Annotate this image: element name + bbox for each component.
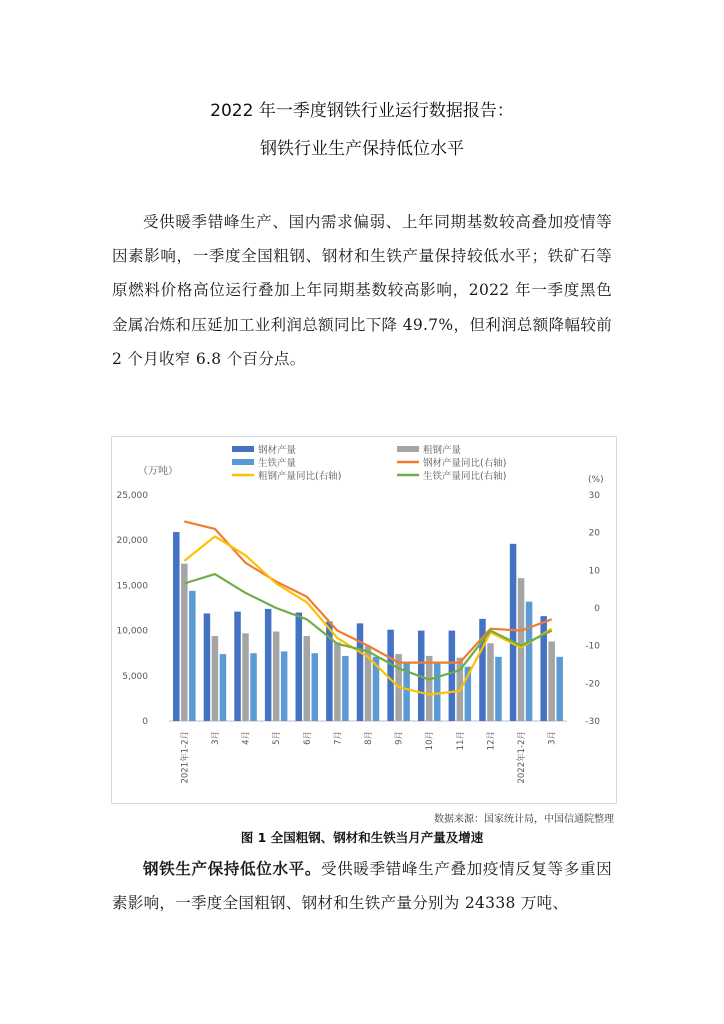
bar-1-10: [487, 643, 494, 721]
legend-label-5: 生铁产量同比(右轴): [423, 471, 507, 482]
y-axis-right-unit: (%): [588, 475, 604, 485]
bar-1-0: [181, 564, 188, 721]
report-title: 2022 年一季度钢铁行业运行数据报告：: [210, 101, 514, 121]
bar-0-2: [234, 612, 241, 721]
bar-0-0: [173, 532, 180, 721]
bar-0-7: [387, 630, 394, 721]
legend-swatch-1: [397, 446, 419, 452]
y-left-tick-label: 0: [142, 717, 148, 727]
data-source-note: 数据来源：国家统计局，中国信通院整理: [434, 814, 614, 825]
legend-label-0: 钢材产量: [258, 445, 297, 456]
bar-2-0: [189, 591, 196, 721]
production-chart: [111, 436, 617, 804]
y-right-tick-label: -10: [585, 641, 600, 652]
bar-2-8: [434, 663, 441, 721]
x-tick-label: 3月: [210, 731, 221, 745]
x-tick-label: 6月: [302, 731, 313, 745]
x-tick-label: 4月: [241, 731, 252, 745]
bar-1-1: [212, 636, 219, 721]
bar-0-4: [296, 613, 303, 721]
y-right-tick-label: 10: [588, 566, 600, 577]
paragraph-text: 受供暖季错峰生产叠加疫情反复等多重因素影响，一季度全国粗钢、钢材和生铁产量分别为 24338 万吨、: [112, 860, 612, 913]
x-tick-label: 11月: [455, 731, 466, 751]
x-tick-label: 12月: [486, 731, 497, 751]
bar-0-6: [357, 623, 364, 721]
body-paragraph: [112, 852, 612, 920]
y-right-tick-label: -30: [585, 717, 600, 727]
chart-svg: [112, 437, 616, 803]
legend-label-1: 粗钢产量: [423, 445, 462, 456]
x-tick-label: 10月: [425, 731, 436, 751]
y-left-tick-label: 10,000: [116, 626, 148, 637]
bar-0-1: [204, 613, 211, 721]
y-right-tick-label: 0: [594, 604, 600, 614]
intro-paragraph: 受供暖季错峰生产、国内需求偏弱、上年同期基数较高叠加疫情等因素影响，一季度全国粗钢、钢材和生铁产量保持较低水平；铁矿石等原燃料价格高位运行叠加上年同期基数较高影响，2022 年一季度黑色金属冶炼和压延加工业利润总额同比下降 49.7%，但利润总额降幅较前 2 个月收窄 6.8 个百分点。: [112, 213, 612, 368]
x-tick-label: 2022年1-2月: [517, 731, 528, 784]
bar-1-12: [548, 641, 555, 721]
legend-label-3: 钢材产量同比(右轴): [423, 458, 507, 469]
y-right-tick-label: 20: [588, 528, 600, 539]
bar-0-3: [265, 609, 272, 721]
bar-2-1: [220, 654, 227, 721]
figure-caption: 图 1 全国粗钢、钢材和生铁当月产量及增速: [240, 830, 484, 845]
y-left-tick-label: 25,000: [116, 491, 148, 501]
bar-1-4: [304, 636, 311, 721]
y-left-tick-label: 20,000: [116, 536, 148, 547]
bar-0-9: [449, 631, 456, 721]
x-tick-label: 7月: [333, 731, 344, 745]
bar-1-8: [426, 656, 433, 721]
legend-swatch-0: [232, 446, 254, 452]
bar-0-11: [510, 544, 516, 721]
bar-1-5: [334, 642, 341, 721]
y-left-tick-label: 5,000: [122, 671, 148, 682]
y-axis-left-unit: （万吨）: [138, 466, 178, 477]
bar-2-10: [495, 657, 502, 721]
y-left-tick-label: 15,000: [116, 581, 148, 592]
report-subtitle: 钢铁行业生产保持低位水平: [260, 139, 464, 159]
bar-2-12: [556, 657, 563, 721]
bar-1-3: [273, 632, 280, 721]
x-tick-label: 8月: [364, 731, 374, 745]
x-tick-label: 9月: [394, 731, 405, 745]
x-tick-label: 5月: [272, 731, 283, 745]
legend-label-4: 粗钢产量同比(右轴): [258, 471, 342, 482]
bar-1-2: [242, 633, 249, 721]
bar-2-5: [342, 656, 349, 721]
bar-2-2: [250, 653, 256, 721]
x-tick-label: 3月: [547, 731, 558, 745]
y-right-tick-label: 30: [588, 491, 600, 501]
legend-label-2: 生铁产量: [258, 458, 297, 469]
x-tick-label: 2021年1-2月: [180, 731, 191, 784]
legend-swatch-2: [232, 459, 254, 465]
bar-1-11: [518, 578, 525, 721]
bar-2-11: [526, 602, 533, 721]
bar-2-3: [281, 651, 288, 721]
bar-2-4: [312, 653, 319, 721]
paragraph-lead: 钢铁生产保持低位水平。: [143, 860, 322, 878]
y-right-tick-label: -20: [585, 679, 600, 690]
